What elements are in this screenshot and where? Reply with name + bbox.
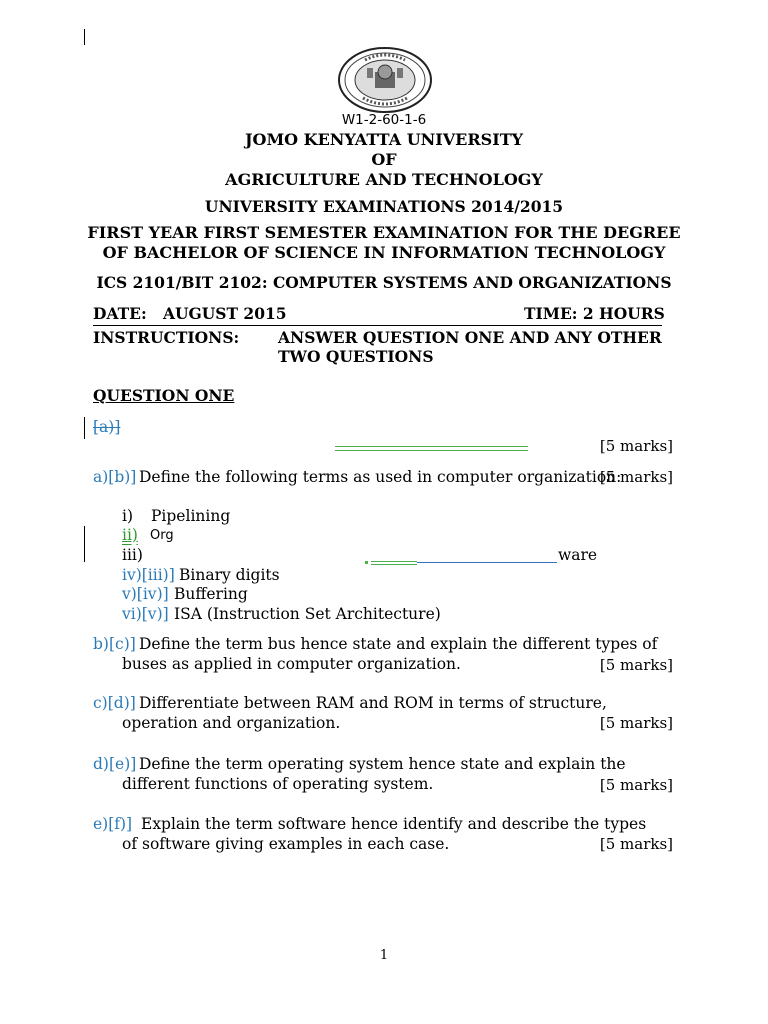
part-e-marks: [5 marks] [599,776,673,794]
part-b-text: Define the following terms as used in computer organization: [139,468,622,486]
instructions-line2: TWO QUESTIONS [278,347,434,366]
exam-title: UNIVERSITY EXAMINATIONS 2014/2015 [204,197,564,216]
part-f-label: e)[f)] [93,815,133,833]
document-code: W1-2-60-1-6 [341,112,427,128]
time-value: TIME: 2 HOURS [524,304,665,323]
course-title: ICS 2101/BIT 2102: COMPUTER SYSTEMS AND ORGANIZATIONS [96,273,672,292]
blue-revision-line [417,562,557,563]
part-c-line2: buses as applied in computer organization. [122,655,461,673]
part-d-marks: [5 marks] [599,714,673,732]
part-f-line2: of software giving examples in each case. [122,835,450,853]
date-label: DATE: [93,304,147,323]
green-revision-line [335,446,528,451]
exam-description-line2: OF BACHELOR OF SCIENCE IN INFORMATION TECHNOLOGY [102,243,666,262]
part-e-line2: different functions of operating system. [122,775,434,793]
item-text-v: Buffering [174,585,248,603]
part-b-marks: [5 marks] [599,468,673,486]
item-label-iv: iv)[iii)] [122,566,175,584]
date-value: AUGUST 2015 [163,304,287,323]
item-label-i: i) [122,507,134,525]
item-label-vi: vi)[v)] [122,605,169,623]
divider [93,325,662,326]
university-seal-icon [337,46,433,114]
item-text-iii: ware [558,546,598,564]
change-bar [84,526,85,562]
part-d-line2: operation and organization. [122,714,341,732]
part-c-label: b)[c)] [93,635,136,653]
part-c-marks: [5 marks] [599,656,673,674]
item-text-i: Pipelining [151,507,231,525]
item-text-iv: Binary digits [179,566,280,584]
instructions-line1: ANSWER QUESTION ONE AND ANY OTHER [278,328,662,347]
part-e-label: d)[e)] [93,755,137,773]
item-text-vi: ISA (Instruction Set Architecture) [174,605,441,623]
part-d-line1: Differentiate between RAM and ROM in terms of structure, [139,694,607,712]
text-cursor [84,29,85,45]
instructions-label: INSTRUCTIONS: [93,328,240,347]
item-text-ii: Org [150,528,174,543]
part-f-marks: [5 marks] [599,835,673,853]
exam-description-line1: FIRST YEAR FIRST SEMESTER EXAMINATION FOR THE DEGREE [87,223,681,242]
part-f-line1: Explain the term software hence identify and describe the types [141,815,647,833]
item-label-ii: ii) [122,526,138,544]
green-revision-line [371,561,417,565]
page-number: 1 [379,948,389,963]
part-e-line1: Define the term operating system hence state and explain the [139,755,626,773]
university-name-line2: OF [371,150,397,169]
change-bar [84,417,85,439]
university-name-line3: AGRICULTURE AND TECHNOLOGY [225,170,543,189]
part-b-label: a)[b)] [93,468,137,486]
green-revision-mark [365,561,368,564]
university-name-line1: JOMO KENYATTA UNIVERSITY [244,130,524,149]
marks-label: [5 marks] [599,437,673,455]
item-label-iii: iii) [122,546,143,564]
part-d-label: c)[d)] [93,694,136,712]
item-label-v: v)[iv)] [122,585,169,603]
part-c-line1: Define the term bus hence state and explain the different types of [139,635,658,653]
deleted-label: [a)] [93,418,121,436]
question-one-title: QUESTION ONE [93,386,235,405]
